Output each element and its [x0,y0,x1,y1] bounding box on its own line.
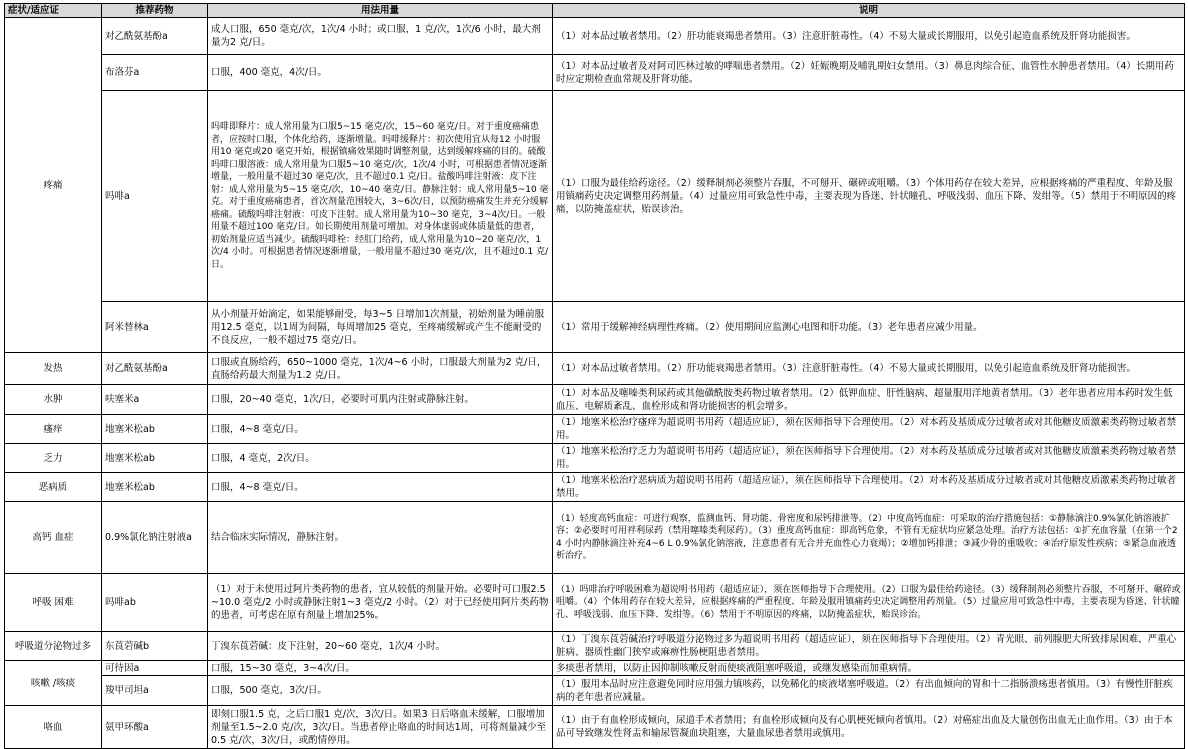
note-cell: （1）轻度高钙血症：可进行观察，监测血钙、肾功能、骨密度和尿钙排泄等。（2）中度高钙血症：可采取的治疗措施包括：①静脉滴注0.9%氯化钠溶液扩容；②必要时可用袢利尿药（禁用噻嗪类利尿药）。（3）重度高钙血症：即高钙危象，不管有无症状均应紧急处理。治疗方法包括：①扩充血容量（在第一个24 小时内静脉滴注补充4~6 L 0.9%氯化钠溶液，注意患者有无合并充血性心力衰竭）；②增加钙排泄；③减少骨的重吸收；④治疗原发性疾病；⑤紧急血液透析治疗。 [553,502,1185,574]
table-row [5,302,1185,353]
drug-cell: 对乙酰氨基酚a [102,18,208,55]
note-cell: （1）对本品及噻嗪类利尿药或其他磺酰胺类药物过敏者禁用。（2）低钾血症、肝性脑病、超量服用洋地黄者禁用。（3）老年患者应用本药时发生低血压、电解质紊乱、血栓形成和肾功能损害的机会增多。 [553,385,1185,415]
usage-cell: 口服，4 毫克，2次/日。 [208,444,553,473]
symptom-cell: 瘙痒 [5,415,102,444]
drug-cell: 东莨菪碱b [102,632,208,661]
table-row [5,473,1185,502]
table-row [5,385,1185,415]
table-row [5,574,1185,632]
usage-cell: 口服，20~40 毫克，1次/日，必要时可肌内注射或静脉注射。 [208,385,553,415]
symptom-cell: 呼吸道分泌物过多 [5,632,102,661]
drug-table [4,3,1185,749]
table-row [5,415,1185,444]
symptom-cell: 呼吸 困难 [5,574,102,632]
table-row [5,706,1185,749]
drug-cell: 布洛芬a [102,55,208,91]
usage-cell: 口服，4~8 毫克/日。 [208,415,553,444]
symptom-cell: 发热 [5,353,102,385]
header-usage: 用法用量 [208,4,553,18]
table-row [5,91,1185,302]
note-cell: （1）常用于缓解神经病理性疼痛。（2）使用期间应监测心电图和肝功能。（3）老年患者应减少用量。 [553,302,1185,353]
symptom-cell: 高钙 血症 [5,502,102,574]
drug-cell: 呋塞米a [102,385,208,415]
table-row [5,676,1185,706]
drug-cell: 地塞米松ab [102,473,208,502]
table-row [5,18,1185,55]
note-cell: （1）对本品过敏者及对阿司匹林过敏的哮喘患者禁用。（2）妊娠晚期及哺乳期妇女禁用。（3）鼻息肉综合征、血管性水肿患者禁用。（4）长期用药时应定期检查血常规及肝肾功能。 [553,55,1185,91]
symptom-cell: 恶病质 [5,473,102,502]
usage-cell: 口服，4~8 毫克/日。 [208,473,553,502]
symptom-cell: 咯血 [5,706,102,749]
usage-cell: 口服，15~30 毫克，3~4次/日。 [208,661,553,676]
table-row [5,632,1185,661]
drug-cell: 吗啡ab [102,574,208,632]
drug-cell: 0.9%氯化钠注射液a [102,502,208,574]
note-cell: （1）对本品过敏者禁用。（2）肝功能衰竭患者禁用。（3）注意肝脏毒性。（4）不易大量或长期服用，以免引起造血系统及肝肾功能损害。 [553,353,1185,385]
drug-cell: 地塞米松ab [102,415,208,444]
drug-cell: 羧甲司坦a [102,676,208,706]
note-cell: （1）吗啡治疗呼吸困难为超说明书用药（超适应证），须在医师指导下合理使用。（2）口服为最佳给药途径。（3）缓释制剂必须整片吞服，不可掰开、碾碎或咀嚼。（4）个体用药存在较大差异，应根据疼痛的严重程度、年龄及服用镇痛药史决定调整用药剂量。（5）过量应用可致急性中毒，主要表现为昏迷、针状瞳孔、呼吸浅弱、血压下降、发绀等。（6）禁用于不明原因的疼痛，以防掩盖症状，贻误诊治。 [553,574,1185,632]
header-note: 说明 [553,4,1185,18]
usage-cell: 口服，400 毫克，4次/日。 [208,55,553,91]
table-row [5,353,1185,385]
note-cell: （1）地塞米松治疗恶病质为超说明书用药（超适应证），须在医师指导下合理使用。（2）对本药及基质成分过敏者或对其他糖皮质激素类药物过敏者禁用。 [553,473,1185,502]
header-drug: 推荐药物 [102,4,208,18]
note-cell: （1）对本品过敏者禁用。（2）肝功能衰竭患者禁用。（3）注意肝脏毒性。（4）不易大量或长期服用，以免引起造血系统及肝肾功能损害。 [553,18,1185,55]
note-cell: （1）丁溴东莨菪碱治疗呼吸道分泌物过多为超说明书用药（超适应证），须在医师指导下合理使用。（2）青光眼、前列腺肥大所致排尿困难、严重心脏病、器质性幽门狭窄或麻痹性肠梗阻患者禁用。 [553,632,1185,661]
header-symptom: 症状/适应证 [5,4,102,18]
usage-cell: 吗啡即释片：成人常用量为口服5~15 毫克/次，15~60 毫克/日。对于重度癌痛患者，应按时口服，个体化给药，逐渐增量。吗啡缓释片：初次使用宜从每12 小时服用10 毫克或20 毫克开始，根据镇痛效果随时调整剂量，达到缓解疼痛的目的。硫酸吗啡口服溶液：成人常用量为口服5~10 毫克/次，1次/4 小时，可根据患者情况逐渐增量，一般用量不超过30 毫克/次，且不超过0.1 克/日。盐酸吗啡注射液：皮下注射：成人常用量为5~15 毫克/次，10~40 毫克/日。静脉注射：成人常用量5~10 毫克。对于重度癌痛患者，首次剂量范围较大，3~6次/日，以预防癌痛发生并充分缓解癌痛。硫酸吗啡注射液：可皮下注射。成人常用量为10~30 毫克，3~4次/日。一般用量不超过100 毫克/日。如长期使用剂量可增加。对身体虚弱或体质量低的患者，初始剂量应适当减少。硫酸吗啡栓：经肛门给药，成人常用量为10~20 毫克/次，1次/4 小时。可根据患者情况逐渐增量，一般用量不超过30 毫克/次，且不超过0.1 克/日。 [208,91,553,302]
usage-cell: 从小剂量开始滴定，如果能够耐受，每3~5 日增加1次剂量，初始剂量为睡前服用12.5 毫克，以1周为间隔，每周增加25 毫克，至疼痛缓解或产生不能耐受的不良反应，一般不超过75 毫克/日。 [208,302,553,353]
drug-cell: 阿米替林a [102,302,208,353]
note-cell: 多痰患者禁用，以防止因抑制咳嗽反射而使痰液阻塞呼吸道，或继发感染而加重病情。 [553,661,1185,676]
symptom-cell: 疼痛 [5,18,102,353]
symptom-cell: 乏力 [5,444,102,473]
drug-cell: 对乙酰氨基酚a [102,353,208,385]
note-cell: （1）口服为最佳给药途径。（2）缓释制剂必须整片吞服，不可掰开、碾碎或咀嚼。（3）个体用药存在较大差异，应根据疼痛的严重程度、年龄及服用镇痛药史决定调整用药剂量。（4）过量应用可致急性中毒，主要表现为昏迷、针状瞳孔、呼吸浅弱、血压下降、发绀等。（5）禁用于不明原因的疼痛，以防掩盖症状，贻误诊治。 [553,91,1185,302]
usage-cell: 口服或直肠给药，650~1000 毫克，1次/4~6 小时，口服最大剂量为2 克/日，直肠给药最大剂量为1.2 克/日。 [208,353,553,385]
table-row [5,502,1185,574]
drug-cell: 氨甲环酸a [102,706,208,749]
usage-cell: 口服，500 毫克，3次/日。 [208,676,553,706]
drug-cell: 吗啡a [102,91,208,302]
drug-cell: 可待因a [102,661,208,676]
note-cell: （1）服用本品时应注意避免同时应用强力镇咳药，以免稀化的痰液堵塞呼吸道。（2）有出血倾向的胃和十二指肠溃疡患者慎用。（3）有慢性肝脏疾病的老年患者应减量。 [553,676,1185,706]
note-cell: （1）地塞米松治疗乏力为超说明书用药（超适应证），须在医师指导下合理使用。（2）对本药及基质成分过敏者或对其他糖皮质激素类药物过敏者禁用。 [553,444,1185,473]
symptom-cell: 咳嗽 /咳痰 [5,661,102,706]
usage-cell: （1）对于未使用过阿片类药物的患者，宜从较低的剂量开始。必要时可口服2.5~10.0 毫克/2 小时或静脉注射1~3 毫克/2 小时。（2）对于已经使用阿片类药物的患者，可考虑在原有剂量上增加25%。 [208,574,553,632]
usage-cell: 成人口服，650 毫克/次，1次/4 小时；或口服，1 克/次，1次/6 小时，最大剂量为2 克/日。 [208,18,553,55]
usage-cell: 结合临床实际情况，静脉注射。 [208,502,553,574]
header-row [5,4,1185,18]
usage-cell: 丁溴东莨菪碱：皮下注射，20~60 毫克，1次/4 小时。 [208,632,553,661]
drug-cell: 地塞米松ab [102,444,208,473]
table-row [5,444,1185,473]
note-cell: （1）由于有血栓形成倾向，尿道手术者禁用；有血栓形成倾向及有心肌梗死倾向者慎用。（2）对癌症出血及大量创伤出血无止血作用。（3）由于本品可导致继发性肾盂和输尿管凝血块阻塞，大量血尿患者禁用或慎用。 [553,706,1185,749]
table-row [5,55,1185,91]
symptom-cell: 水肿 [5,385,102,415]
table-row [5,661,1185,676]
usage-cell: 即刻口服1.5 克，之后口服1 克/次，3次/日。如果3 日后咯血未缓解，口服增加剂量至1.5~2.0 克/次，3次/日。当患者停止咯血的时间达1周，可将剂量减少至0.5 克/次，3次/日，或酌情停用。 [208,706,553,749]
note-cell: （1）地塞米松治疗瘙痒为超说明书用药（超适应证），须在医师指导下合理使用。（2）对本药及基质成分过敏者或对其他糖皮质激素类药物过敏者禁用。 [553,415,1185,444]
